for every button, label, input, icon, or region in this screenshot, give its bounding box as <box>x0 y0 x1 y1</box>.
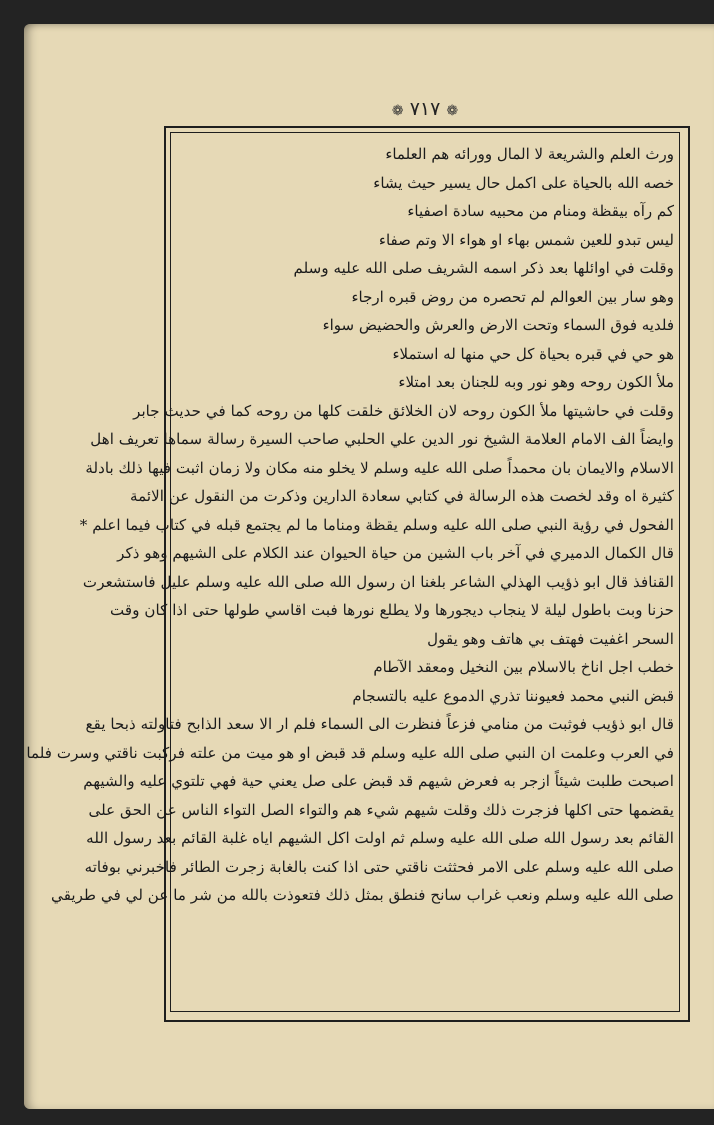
text-line: الفحول في رؤية النبي صلى الله عليه وسلم يقظة ومناما ما لم يجتمع قبله في كتاب فيما اعلم * <box>79 515 674 534</box>
text-body <box>26 140 674 910</box>
text-line: حزنا وبت باطول ليلة لا ينجاب ديجورها ولا يطلع نورها فبت اقاسي طولها حتى اذا كان وقت <box>110 601 674 619</box>
text-line: صلى الله عليه وسلم ونعب غراب سانح فنطق بمثل ذلك فتعوذت بالله من شر ما عن لي في طريقي <box>51 886 674 904</box>
text-line: وقلت في اوائلها بعد ذكر اسمه الشريف صلى الله عليه وسلم <box>293 259 674 277</box>
text-line: قال ابو ذؤيب فوثبت من منامي فزعاً فنظرت الى السماء فلم ار الا سعد الذابح فتاولته ذبحا يقع <box>85 715 674 733</box>
ornament-left-icon: ❁ <box>391 103 404 119</box>
text-line: ورث العلم والشريعة لا المال وورائه هم العلماء <box>385 145 674 163</box>
text-line: صلى الله عليه وسلم على الامر فحثثت ناقتي حتى اذا كنت بالغابة زجرت الطائر فاخبرني بوفاته <box>84 857 674 876</box>
text-line: كثيرة اه وقد لخصت هذه الرسالة في كتابي سعادة الدارين وذكرت من النقول عن الائمة <box>129 487 674 505</box>
text-line: وقلت في حاشيتها ملأ الكون روحه لان الخلائق خلقت كلها من روحه كما في حديث جابر <box>133 401 674 420</box>
text-line: ملأ الكون روحه وهو نور وبه للجنان بعد امتلاء <box>398 373 674 391</box>
text-line: ليس تبدو للعين شمس بهاء او هواء الا وتم صفاء <box>378 230 674 249</box>
text-line: القنافذ قال ابو ذؤيب الهذلي الشاعر بلغنا ان رسول الله صلى الله عليه وسلم عليل فاستشعرت <box>82 572 674 591</box>
text-line: قال الكمال الدميري في آخر باب الشين من حياة الحيوان عند الكلام على الشيهم وهو ذكر <box>117 544 674 562</box>
text-line: في العرب وعلمت ان النبي صلى الله عليه وسلم قد قبض او هو ميت من علته فركبت ناقتي وسرت فلما <box>26 743 674 762</box>
text-line: فلديه فوق السماء وتحت الارض والعرش والحضيض سواء <box>322 316 674 334</box>
text-line: يقضمها حتى اكلها فزجرت ذلك وقلت شيهم شيء هم والتواء الصل التواء الناس عن الحق على <box>88 800 674 819</box>
text-line: خطب اجل اناخ بالاسلام بين النخيل ومعقد الآطام <box>373 658 674 676</box>
text-line: القائم بعد رسول الله صلى الله عليه وسلم ثم اولت اكل الشيهم اياه غلبة القائم بعد رسول الله <box>86 829 674 847</box>
text-line: قبض النبي محمد فعيوننا تذري الدموع عليه بالتسجام <box>352 686 674 705</box>
page-number <box>365 98 485 122</box>
text-line: خصه الله بالحياة على اكمل حال يسير حيث يشاء <box>373 173 674 192</box>
page-number-text: ٧١٧ <box>409 98 441 120</box>
text-line: وهو سار بين العوالم لم تحصره من روض قبره ارجاء <box>351 287 674 306</box>
text-line: كم رآه بيقظة ومنام من محبيه سادة اصفياء <box>407 202 674 220</box>
text-line: السحر اغفيت فهتف بي هاتف وهو يقول <box>427 629 674 648</box>
text-line: اصبحت طلبت شيئاً ازجر به فعرض شيهم قد قبض على صل يعني حية فهي تلتوي عليه والشيهم <box>83 772 674 790</box>
ornament-right-icon: ❁ <box>446 103 459 119</box>
text-line: وايضاً الف الامام العلامة الشيخ نور الدين علي الحلبي صاحب السيرة رسالة سماها تعريف اهل <box>90 430 674 448</box>
text-line: هو حي في قبره بحياة كل حي منها له استملاء <box>392 344 674 363</box>
text-line: الاسلام والايمان بان محمداً صلى الله عليه وسلم لا يخلو منه مكان ولا زمان اثبت فيها ذلك بادلة <box>85 458 674 477</box>
